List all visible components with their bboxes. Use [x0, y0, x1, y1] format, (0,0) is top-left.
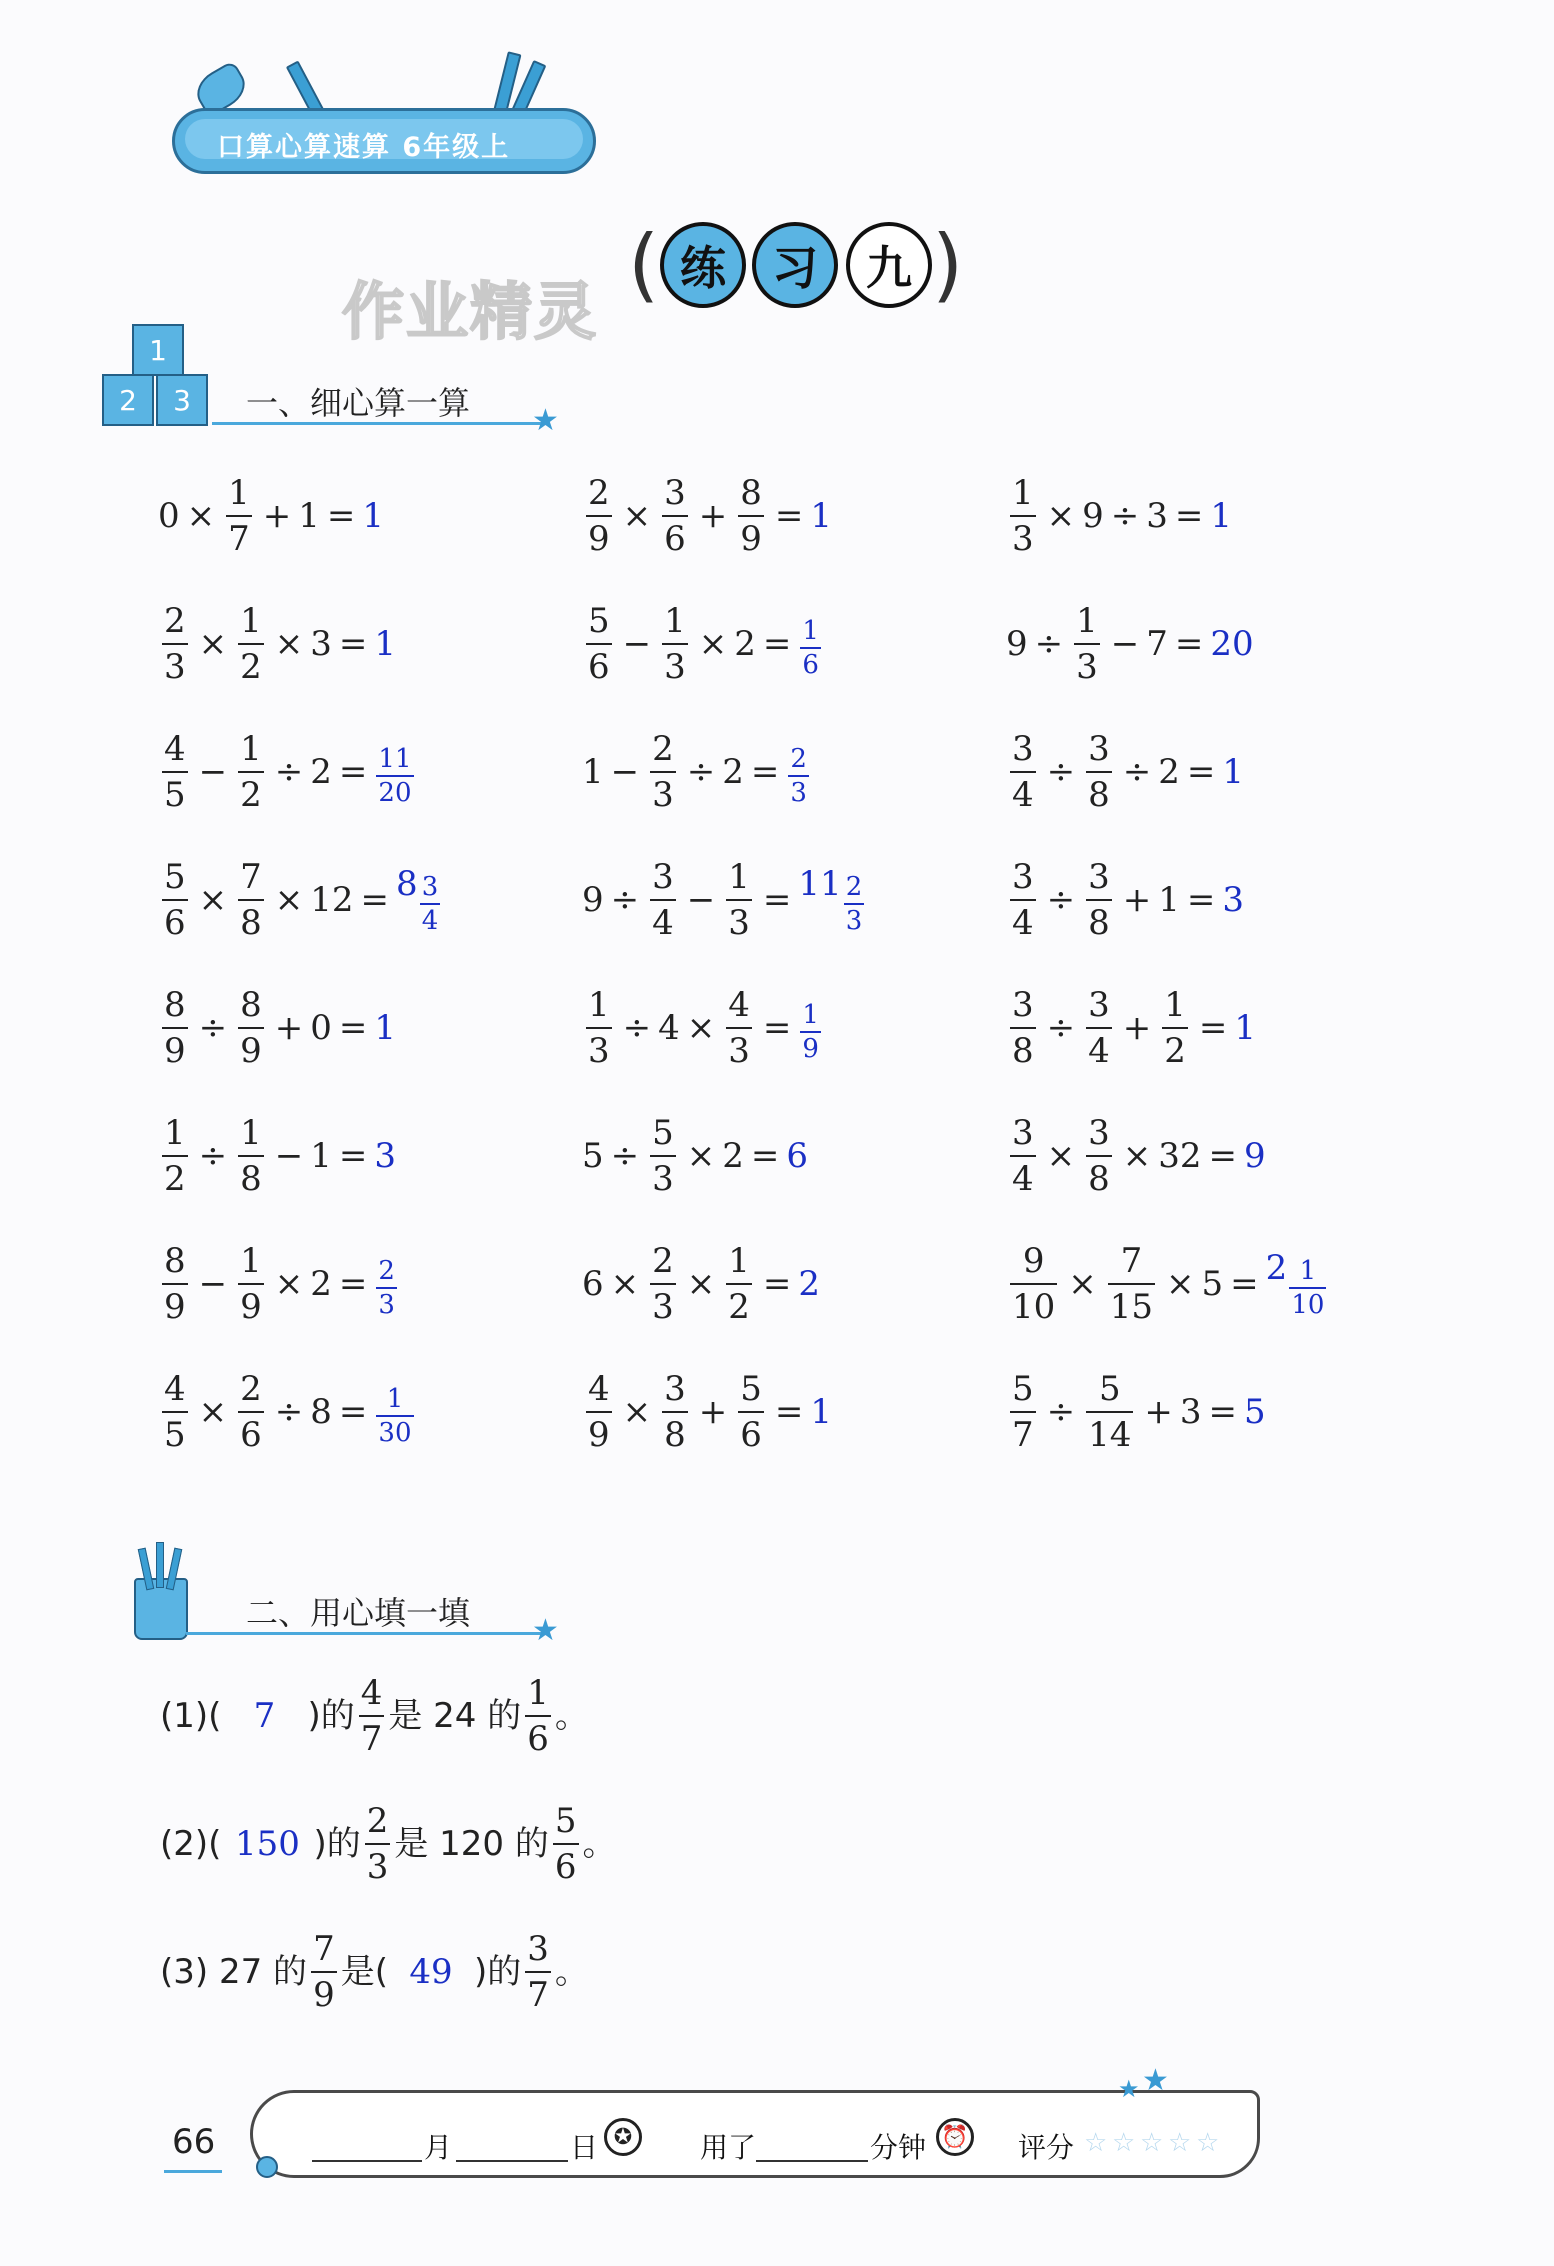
- problem-term: $\frac{1}{9}$: [240, 1241, 262, 1327]
- problem-term: $\frac{1}{2}$: [164, 1113, 186, 1199]
- problem-term: $\frac{8}{9}$: [164, 1241, 186, 1327]
- day-label: 日: [570, 2131, 599, 2164]
- problem-term: =: [338, 1392, 368, 1432]
- problem-term: ÷: [686, 752, 716, 792]
- question-end: 。: [554, 1696, 589, 1736]
- problem-term: $\frac{3}{4}$: [1012, 857, 1034, 943]
- problem: [1006, 473, 1233, 559]
- answer-blank[interactable]: 49: [409, 1952, 453, 1992]
- problem-term: 12: [310, 880, 354, 920]
- problem: [582, 729, 811, 815]
- problem-term: $\frac{1}{3}$: [588, 985, 610, 1071]
- problem-term: −: [198, 1264, 228, 1304]
- question-text: (: [208, 1696, 222, 1736]
- problem-term: 0: [158, 496, 180, 536]
- rating-star-icon[interactable]: ☆: [1196, 2128, 1220, 2158]
- problem-answer[interactable]: 11 $\frac{2}{3}$: [798, 863, 863, 936]
- number-blocks-icon: 1 2 3: [102, 368, 212, 426]
- problem-term: ×: [1046, 1136, 1076, 1176]
- problem-term: $\frac{5}{14}$: [1088, 1369, 1132, 1455]
- problem-term: 9: [1082, 496, 1104, 536]
- month-label: 月: [424, 2131, 453, 2164]
- problem-term: =: [1208, 1136, 1238, 1176]
- problem-term: $\frac{2}{3}$: [652, 1241, 674, 1327]
- problem-term: 6: [582, 1264, 604, 1304]
- problem-answer[interactable]: 1: [1234, 1008, 1257, 1048]
- problem-term: =: [360, 880, 390, 920]
- problem-term: ×: [622, 496, 652, 536]
- problem-term: 2: [310, 1264, 332, 1304]
- problem-answer[interactable]: 1: [1222, 752, 1245, 792]
- problem: [582, 601, 823, 687]
- problem: [1006, 985, 1257, 1071]
- problem: [582, 1113, 809, 1199]
- problem-term: 5: [582, 1136, 604, 1176]
- problem-term: $\frac{1}{7}$: [228, 473, 250, 559]
- problem-term: ÷: [1034, 624, 1064, 664]
- rating-star-icon[interactable]: ☆: [1112, 2128, 1136, 2158]
- problem-term: 9: [1006, 624, 1028, 664]
- problem-term: $\frac{4}{9}$: [588, 1369, 610, 1455]
- problem-term: ÷: [274, 752, 304, 792]
- problem-term: ×: [686, 1008, 716, 1048]
- problem: [158, 1241, 399, 1327]
- medal-icon: ✪: [604, 2118, 642, 2156]
- problem: [582, 857, 866, 943]
- problem: [158, 729, 416, 815]
- problem-answer[interactable]: 3: [1222, 880, 1245, 920]
- fraction: $\frac{3}{7}$: [527, 1929, 549, 2015]
- problem: [1006, 1241, 1328, 1327]
- question-text: 是 24 的: [388, 1696, 522, 1736]
- problem-term: ×: [274, 624, 304, 664]
- problem-term: −: [610, 752, 640, 792]
- problem-term: 3: [310, 624, 332, 664]
- problem-answer[interactable]: 8 $\frac{3}{4}$: [396, 863, 439, 936]
- problem-term: 2: [734, 624, 756, 664]
- problem-term: $\frac{1}{3}$: [1076, 601, 1098, 687]
- problem: [582, 985, 823, 1071]
- problem-term: ÷: [1046, 1008, 1076, 1048]
- problem-term: 2: [722, 752, 744, 792]
- problem-term: $\frac{5}{6}$: [740, 1369, 762, 1455]
- question-number: (3): [160, 1952, 209, 1992]
- day-blank[interactable]: [456, 2160, 568, 2162]
- problem-answer[interactable]: $\frac{2}{3}$: [790, 743, 807, 808]
- problem-term: $\frac{3}{6}$: [664, 473, 686, 559]
- problem-term: ×: [274, 1264, 304, 1304]
- problem-term: $\frac{5}{7}$: [1012, 1369, 1034, 1455]
- question-end: 。: [582, 1824, 617, 1864]
- problem-term: 32: [1158, 1136, 1202, 1176]
- problem-term: =: [1186, 880, 1216, 920]
- problem-term: $\frac{8}{9}$: [740, 473, 762, 559]
- problem-term: ×: [622, 1392, 652, 1432]
- rating-star-icon[interactable]: ☆: [1168, 2128, 1192, 2158]
- answer-blank[interactable]: 150: [234, 1824, 300, 1864]
- problem-term: 1: [582, 752, 604, 792]
- fraction: $\frac{5}{6}$: [554, 1801, 577, 1887]
- star-icon: ★: [532, 1613, 559, 1648]
- problem-term: $\frac{1}{2}$: [728, 1241, 750, 1327]
- question-number: (1): [160, 1696, 209, 1736]
- pencil-cup-icon: [134, 1548, 186, 1638]
- problem-term: −: [198, 752, 228, 792]
- title-char: 习: [752, 222, 838, 308]
- problem-answer[interactable]: 2 $\frac{1}{10}$: [1265, 1247, 1325, 1320]
- problem-answer[interactable]: 1: [374, 1008, 397, 1048]
- problem-term: $\frac{3}{8}$: [1088, 729, 1110, 815]
- problem-answer[interactable]: 20: [1210, 624, 1254, 664]
- problem-term: 3: [1146, 496, 1168, 536]
- problem-term: −: [686, 880, 716, 920]
- problem-answer[interactable]: $\frac{1}{9}$: [802, 999, 819, 1064]
- problem-term: $\frac{3}{8}$: [1012, 985, 1034, 1071]
- problem-term: $\frac{3}{4}$: [652, 857, 674, 943]
- problem-term: −: [274, 1136, 304, 1176]
- fraction: $\frac{2}{3}$: [366, 1801, 389, 1887]
- problem-term: +: [274, 1008, 304, 1048]
- problem-term: =: [774, 496, 804, 536]
- problem-term: =: [1208, 1392, 1238, 1432]
- problem-term: =: [750, 1136, 780, 1176]
- problem-term: +: [698, 496, 728, 536]
- fraction: $\frac{1}{6}$: [527, 1673, 549, 1759]
- problem-term: +: [1122, 880, 1152, 920]
- page-number: 66: [172, 2122, 216, 2162]
- problem-term: 1: [298, 496, 320, 536]
- problem-term: 9: [582, 880, 604, 920]
- problem-term: ×: [1122, 1136, 1152, 1176]
- problem: [582, 473, 833, 559]
- problem-answer[interactable]: 1: [374, 624, 397, 664]
- problem: [1006, 729, 1245, 815]
- problem-term: ×: [610, 1264, 640, 1304]
- problem-term: $\frac{9}{10}$: [1012, 1241, 1056, 1327]
- problem-term: ×: [686, 1136, 716, 1176]
- problem-term: 2: [310, 752, 332, 792]
- problem-term: $\frac{5}{6}$: [588, 601, 610, 687]
- header-banner: [172, 108, 596, 174]
- problem: [1006, 1113, 1266, 1199]
- problem-answer[interactable]: 1: [810, 1392, 833, 1432]
- question-text: )的: [473, 1952, 522, 1992]
- problem-term: 1: [310, 1136, 332, 1176]
- problem-term: $\frac{3}{8}$: [1088, 857, 1110, 943]
- problem-term: 4: [658, 1008, 680, 1048]
- problem-term: ×: [274, 880, 304, 920]
- problem-term: ×: [1068, 1264, 1097, 1304]
- problem-term: $\frac{1}{2}$: [240, 601, 262, 687]
- fraction: $\frac{4}{7}$: [360, 1673, 383, 1759]
- problem-term: $\frac{5}{3}$: [652, 1113, 674, 1199]
- problem: [158, 601, 397, 687]
- problem-term: $\frac{2}{6}$: [240, 1369, 262, 1455]
- problem-term: $\frac{1}{2}$: [240, 729, 262, 815]
- problem: [158, 1369, 416, 1455]
- problem-term: =: [762, 1008, 792, 1048]
- problem-answer[interactable]: 1: [1210, 496, 1233, 536]
- rating-star-icon[interactable]: ☆: [1084, 2128, 1108, 2158]
- problem-term: −: [1110, 624, 1140, 664]
- problem-answer[interactable]: 2: [798, 1264, 821, 1304]
- problem-term: =: [762, 880, 792, 920]
- problem-term: +: [698, 1392, 728, 1432]
- problem-term: 2: [722, 1136, 744, 1176]
- problem-term: −: [622, 624, 652, 664]
- problem-term: ×: [198, 880, 228, 920]
- problem: [1006, 1369, 1266, 1455]
- minutes-label: 分钟: [870, 2131, 927, 2164]
- problem-answer[interactable]: 5: [1244, 1392, 1266, 1432]
- problem-term: $\frac{2}{9}$: [588, 473, 610, 559]
- problem-term: $\frac{1}{3}$: [728, 857, 750, 943]
- problem-term: =: [1198, 1008, 1228, 1048]
- problem-term: =: [326, 496, 356, 536]
- problem-answer[interactable]: 3: [374, 1136, 397, 1176]
- problem-answer[interactable]: $\frac{11}{20}$: [378, 743, 412, 808]
- score-label: 评分: [1018, 2131, 1075, 2164]
- problem-term: =: [774, 1392, 804, 1432]
- problem-term: $\frac{4}{5}$: [164, 729, 186, 815]
- problem-term: =: [1230, 1264, 1259, 1304]
- problem-term: ÷: [198, 1136, 228, 1176]
- problem-term: $\frac{2}{3}$: [652, 729, 674, 815]
- problem-term: ×: [1166, 1264, 1195, 1304]
- problem: [158, 1113, 397, 1199]
- problem-term: 8: [310, 1392, 332, 1432]
- problem-term: $\frac{1}{8}$: [240, 1113, 262, 1199]
- question-text: (: [208, 1824, 222, 1864]
- problem-term: +: [1122, 1008, 1152, 1048]
- fill-question: [160, 1929, 589, 2015]
- problem-term: ×: [198, 1392, 228, 1432]
- problem-term: $\frac{3}{4}$: [1012, 1113, 1034, 1199]
- problem-term: $\frac{3}{4}$: [1012, 729, 1034, 815]
- question-text: )的: [307, 1696, 355, 1736]
- fraction: $\frac{7}{9}$: [313, 1929, 335, 2015]
- problem-term: 3: [1179, 1392, 1202, 1432]
- answer-blank[interactable]: 7: [253, 1696, 276, 1736]
- problem-term: ÷: [622, 1008, 652, 1048]
- problem-term: ÷: [1046, 880, 1076, 920]
- question-text: 是(: [340, 1952, 388, 1992]
- problem-term: ÷: [1110, 496, 1140, 536]
- problem-term: =: [1186, 752, 1216, 792]
- watermark: 作业精灵: [342, 275, 599, 348]
- problem-term: ×: [686, 1264, 716, 1304]
- section-title: 二、用心填一填: [246, 1594, 471, 1632]
- problem-term: $\frac{3}{8}$: [664, 1369, 686, 1455]
- problem-term: $\frac{1}{3}$: [664, 601, 686, 687]
- problem-term: ÷: [1122, 752, 1152, 792]
- problem-answer[interactable]: $\frac{2}{3}$: [378, 1255, 395, 1320]
- problem-term: $\frac{7}{15}$: [1109, 1241, 1154, 1327]
- problem-answer[interactable]: 9: [1244, 1136, 1266, 1176]
- problem-term: =: [762, 1264, 792, 1304]
- problem: [1006, 601, 1254, 687]
- question-number: (2): [160, 1824, 209, 1864]
- banner-title: 口算心算速算 6年级上: [217, 132, 511, 163]
- problem-term: 2: [1158, 752, 1180, 792]
- problem: [1006, 857, 1245, 943]
- problem-term: +: [262, 496, 292, 536]
- problem-answer[interactable]: $\frac{1}{30}$: [378, 1383, 412, 1448]
- problem-term: $\frac{3}{8}$: [1088, 1113, 1110, 1199]
- question-text: 27 的: [208, 1952, 308, 1992]
- problem-term: $\frac{8}{9}$: [164, 985, 186, 1071]
- problem-term: $\frac{1}{3}$: [1012, 473, 1034, 559]
- star-icon: ★: [532, 403, 559, 438]
- problem-term: 7: [1146, 624, 1168, 664]
- problem-term: $\frac{2}{3}$: [164, 601, 186, 687]
- question-text: 是 120 的: [394, 1824, 549, 1864]
- problem-answer[interactable]: 1: [810, 496, 833, 536]
- problem-term: ÷: [274, 1392, 304, 1432]
- problem-term: =: [1174, 496, 1204, 536]
- section-title: 一、细心算一算: [246, 384, 471, 422]
- problem-answer[interactable]: 1: [362, 496, 385, 536]
- problem-term: =: [338, 752, 368, 792]
- problem: [158, 473, 385, 559]
- problem-term: ×: [1046, 496, 1076, 536]
- problem-term: 1: [1158, 880, 1180, 920]
- problem-term: $\frac{4}{5}$: [164, 1369, 186, 1455]
- problem: [158, 985, 397, 1071]
- problem-term: +: [1144, 1392, 1173, 1432]
- used-label: 用了: [700, 2131, 757, 2164]
- problem: [158, 857, 442, 943]
- problem-answer[interactable]: 6: [786, 1136, 809, 1176]
- problem-answer[interactable]: $\frac{1}{6}$: [802, 615, 819, 680]
- problem: [582, 1241, 821, 1327]
- problem-term: =: [1174, 624, 1204, 664]
- problem-term: ÷: [610, 880, 640, 920]
- problem-term: ÷: [1046, 1392, 1076, 1432]
- fill-question: [160, 1801, 617, 1887]
- question-end: 。: [554, 1952, 589, 1992]
- problem-term: ÷: [1046, 752, 1076, 792]
- question-text: )的: [313, 1824, 361, 1864]
- problem-term: $\frac{7}{8}$: [240, 857, 262, 943]
- problem: [582, 1369, 833, 1455]
- problem-term: =: [338, 1008, 368, 1048]
- problem-term: $\frac{3}{4}$: [1088, 985, 1110, 1071]
- problem-term: =: [762, 624, 792, 664]
- problem-term: $\frac{8}{9}$: [240, 985, 262, 1071]
- problem-term: ×: [186, 496, 216, 536]
- alarm-clock-icon: ⏰: [936, 2118, 974, 2156]
- rating-star-icon[interactable]: ☆: [1140, 2128, 1164, 2158]
- problem-term: $\frac{4}{3}$: [728, 985, 750, 1071]
- problem-term: ×: [198, 624, 228, 664]
- problem-term: 5: [1201, 1264, 1224, 1304]
- section-underline: [186, 1632, 542, 1635]
- minutes-blank[interactable]: [756, 2160, 868, 2162]
- fill-question: [160, 1673, 589, 1759]
- section-underline: [212, 422, 542, 425]
- title-char: 练: [660, 222, 746, 308]
- problem-term: 0: [310, 1008, 332, 1048]
- problem-term: ÷: [198, 1008, 228, 1048]
- problem-term: ×: [698, 624, 728, 664]
- title-char: 九: [846, 222, 932, 308]
- problem-term: $\frac{1}{2}$: [1164, 985, 1186, 1071]
- month-blank[interactable]: [312, 2160, 422, 2162]
- problem-term: =: [338, 1136, 368, 1176]
- problem-term: =: [338, 1264, 368, 1304]
- problem-term: ÷: [610, 1136, 640, 1176]
- problem-term: =: [750, 752, 780, 792]
- problem-term: $\frac{5}{6}$: [164, 857, 186, 943]
- problem-term: =: [338, 624, 368, 664]
